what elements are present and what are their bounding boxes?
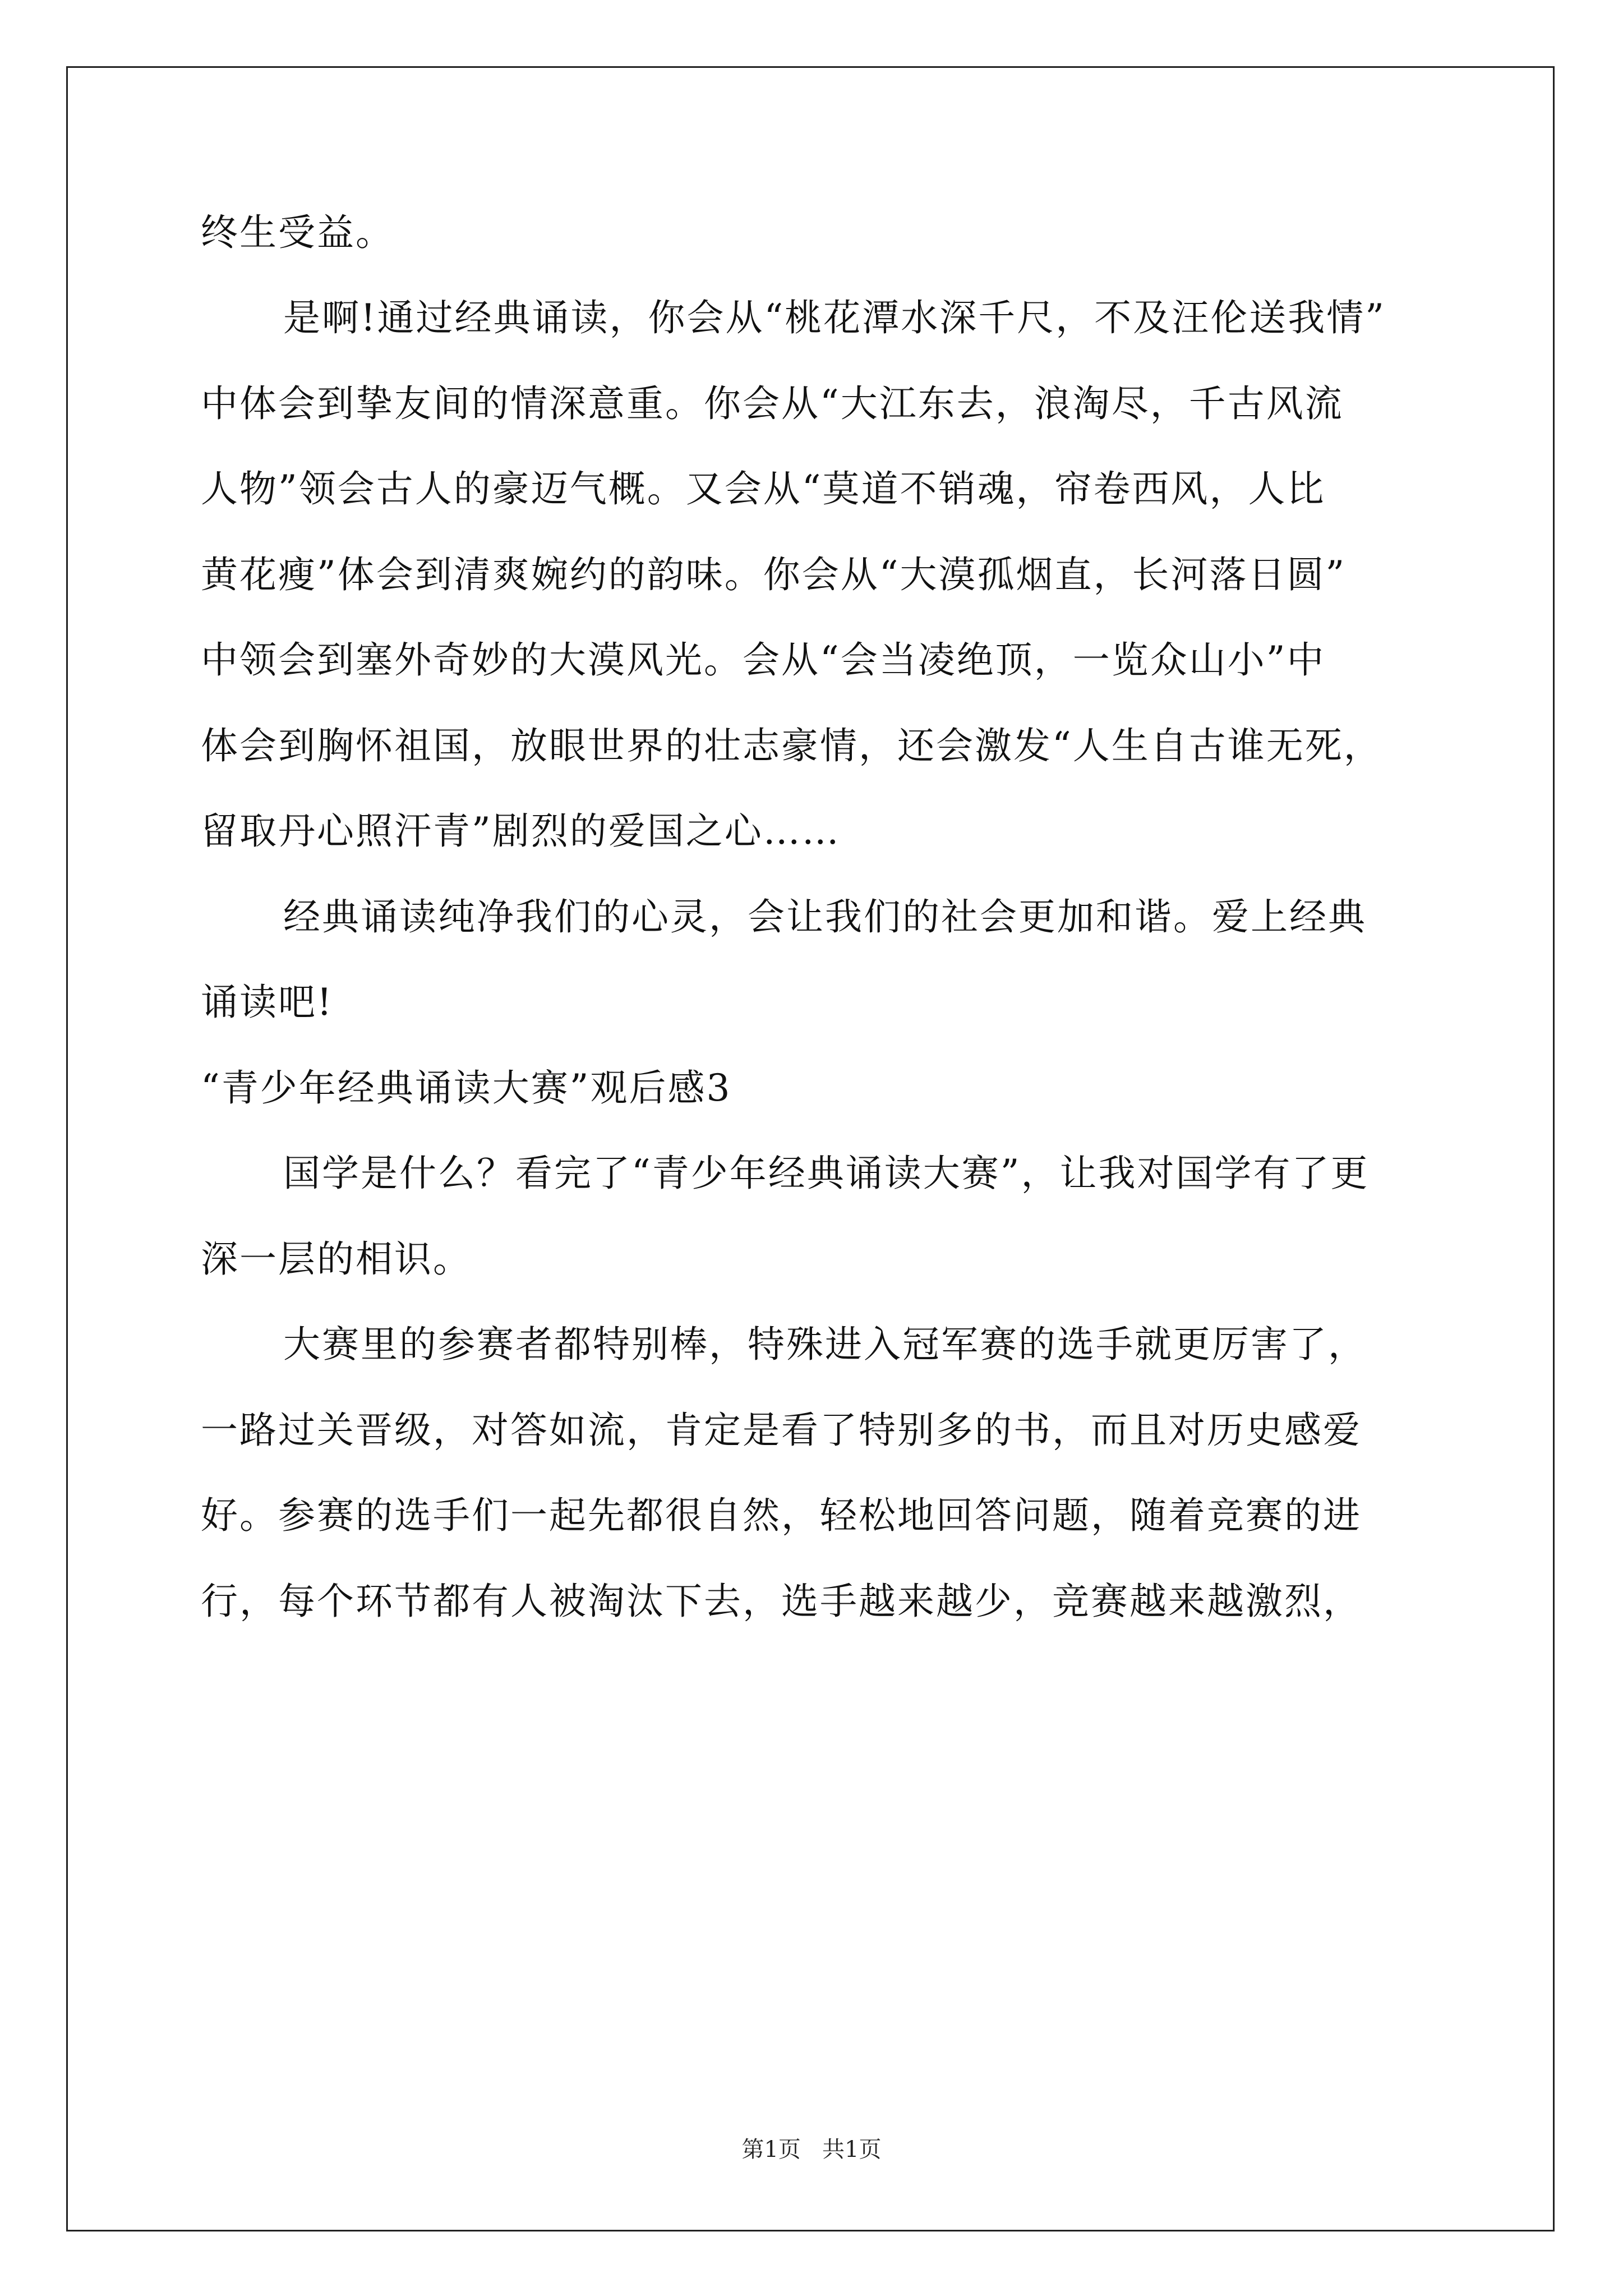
section-heading: “青少年经典诵读大赛”观后感3: [201, 1066, 732, 1110]
text-line: 是啊!通过经典诵读，你会从“桃花潭水深千尺，不及汪伦送我情”: [283, 296, 1386, 339]
text-line: 黄花瘦”体会到清爽婉约的韵味。你会从“大漠孤烟直，长河落日圆”: [201, 553, 1347, 596]
text-line: 大赛里的参赛者都特别棒，特殊进入冠军赛的选手就更厉害了，: [283, 1323, 1367, 1366]
text-line: 经典诵读纯净我们的心灵，会让我们的社会更加和谐。爱上经典: [283, 895, 1367, 938]
text-line: 行，每个环节都有人被淘汰下去，选手越来越少，竞赛越来越激烈，: [201, 1580, 1362, 1623]
text-line: 人物”领会古人的豪迈气概。又会从“莫道不销魂，帘卷西风，人比: [201, 467, 1326, 510]
text-line: 深一层的相识。: [201, 1237, 472, 1281]
text-line: 中体会到挚友间的情深意重。你会从“大江东去，浪淘尽，千古风流: [201, 382, 1344, 425]
text-line: 中领会到塞外奇妙的大漠风光。会从“会当凌绝顶，一览众山小”中: [201, 638, 1326, 682]
text-line: 终生受益。: [201, 211, 394, 254]
text-line: 国学是什么？看完了“青少年经典诵读大赛”，让我对国学有了更: [283, 1152, 1370, 1195]
page-number-footer: 第1页 共1页: [741, 2137, 882, 2162]
text-line: 好。参赛的选手们一起先都很自然，轻松地回答问题，随着竞赛的进: [201, 1494, 1362, 1537]
text-line: 留取丹心照汗青”剧烈的爱国之心……: [201, 809, 841, 853]
text-line: 一路过关晋级，对答如流，肯定是看了特别多的书，而且对历史感爱: [201, 1409, 1362, 1452]
text-line: 诵读吧!: [201, 981, 334, 1024]
text-line: 体会到胸怀祖国，放眼世界的壮志豪情，还会激发“人生自古谁无死，: [201, 724, 1382, 767]
